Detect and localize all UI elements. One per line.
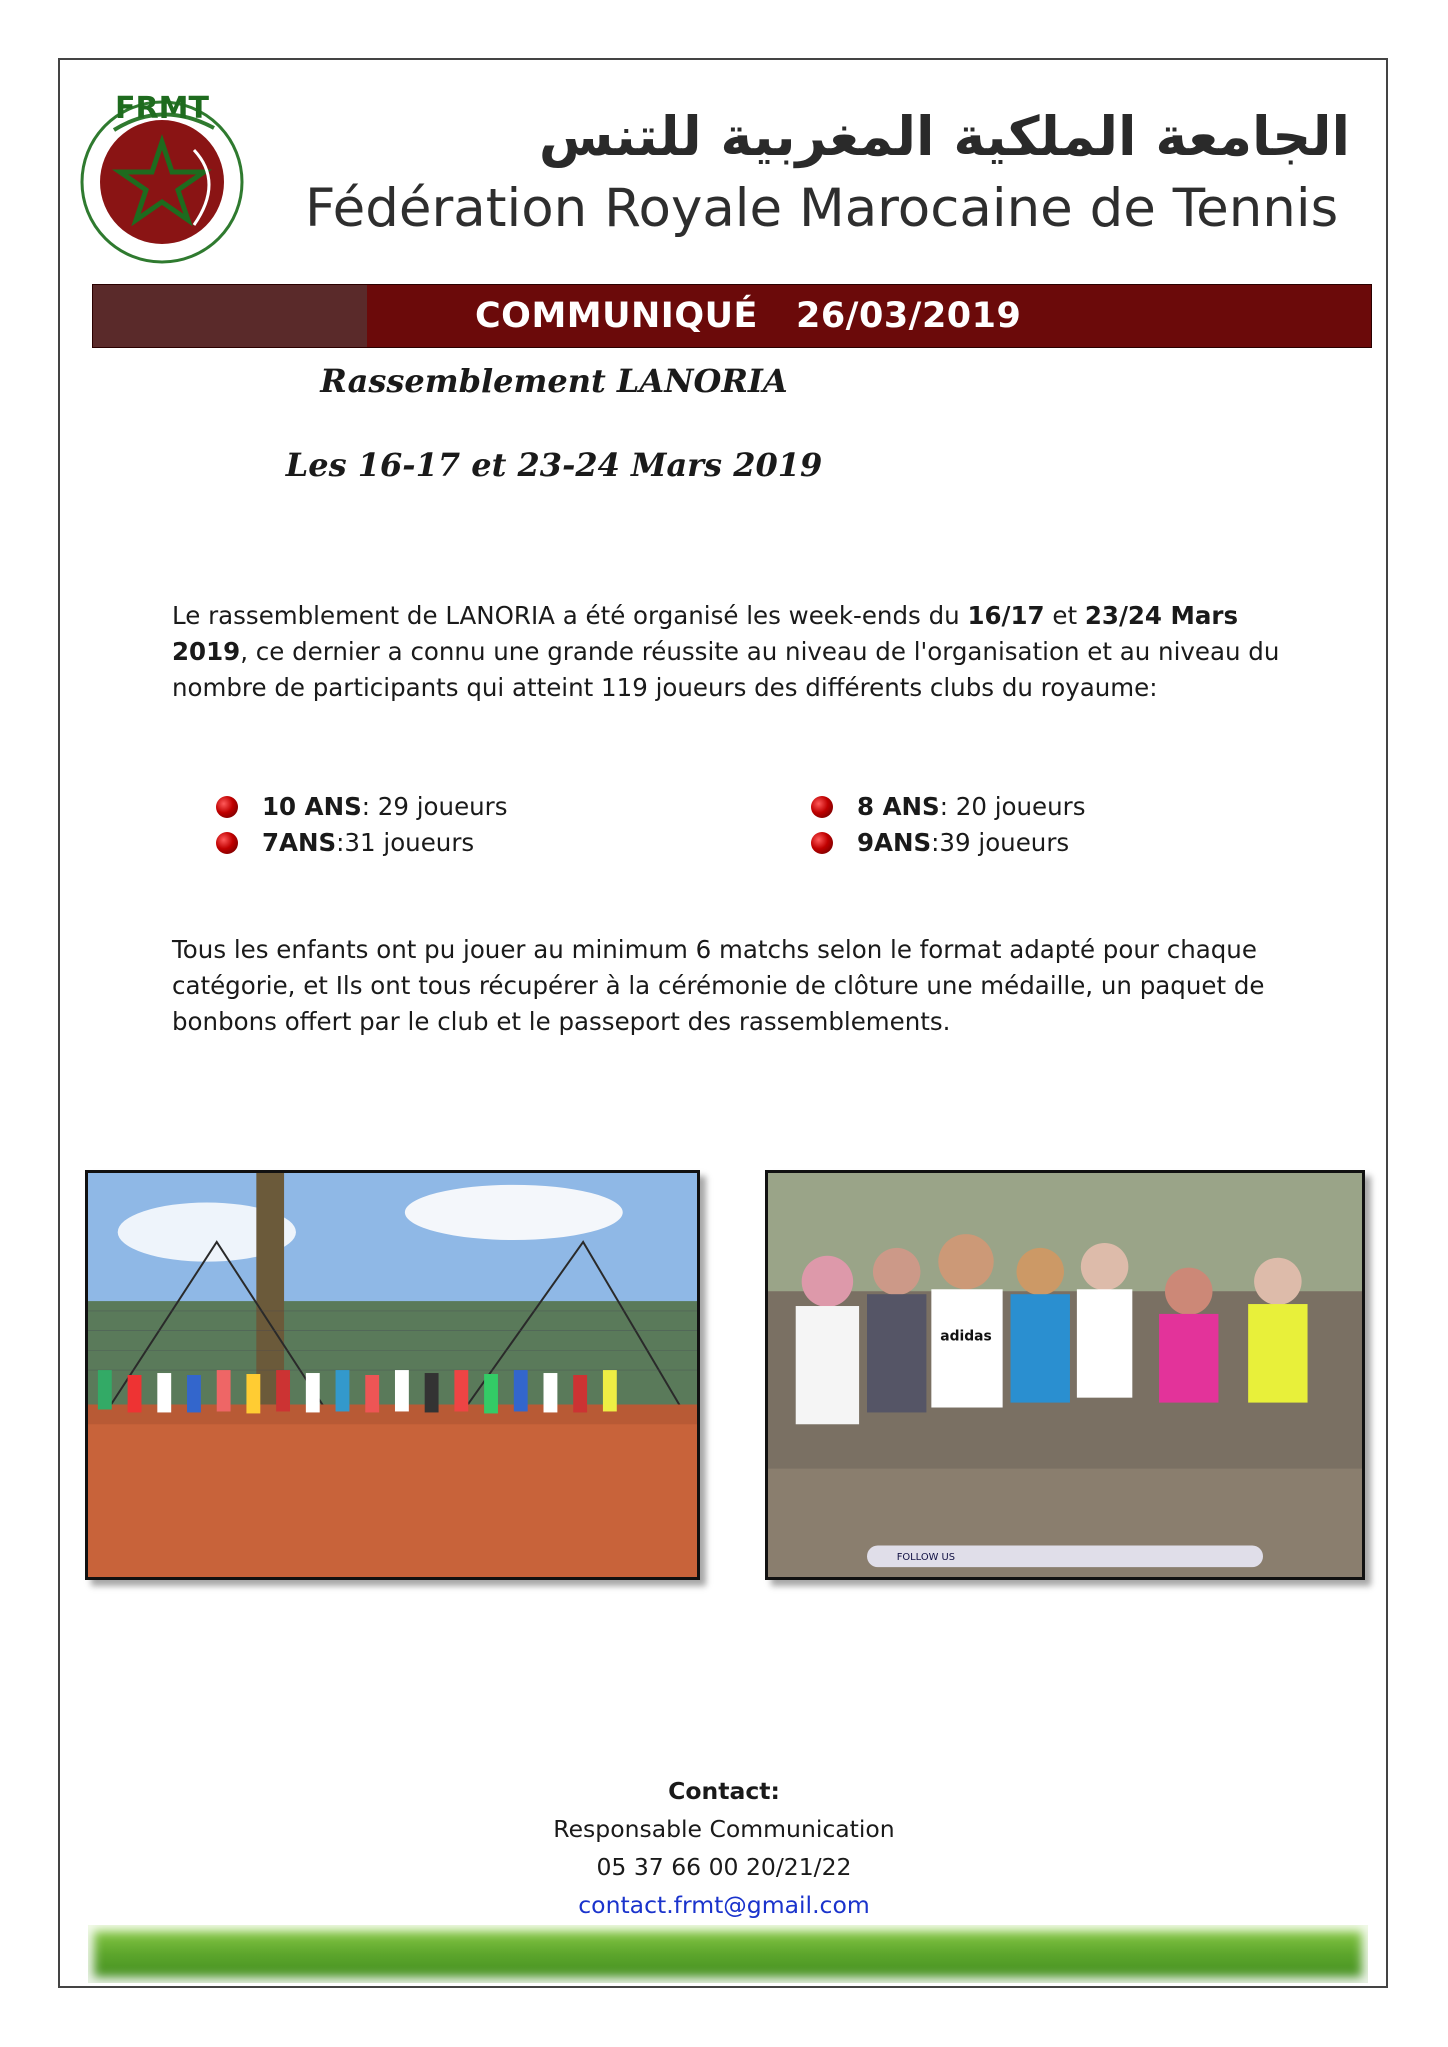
category-item bbox=[216, 828, 474, 857]
bullet-icon bbox=[216, 832, 238, 854]
category-label: 7ANS bbox=[262, 828, 337, 857]
intro-paragraph bbox=[172, 598, 1292, 706]
follow-us-text: FOLLOW US bbox=[896, 1552, 956, 1564]
event-title: Rassemblement LANORIA bbox=[320, 362, 788, 400]
communique-banner bbox=[92, 284, 1372, 348]
frmt-logo bbox=[74, 90, 250, 270]
category-item bbox=[811, 828, 1069, 857]
intro-text: Le rassemblement de LANORIA a été organisé les week-ends du bbox=[172, 601, 968, 630]
bullet-icon bbox=[216, 796, 238, 818]
date-1: 16/17 bbox=[967, 601, 1045, 630]
banner-left-block bbox=[93, 285, 367, 347]
intro-connector: et bbox=[1044, 601, 1085, 630]
shirt-logo-text: adidas bbox=[940, 1328, 992, 1345]
category-value: : 20 joueurs bbox=[939, 792, 1086, 821]
federation-title: Fédération Royale Marocaine de Tennis bbox=[305, 178, 1339, 239]
category-value: :31 joueurs bbox=[336, 828, 475, 857]
contact-role: Responsable Communication bbox=[553, 1815, 895, 1843]
closing-paragraph: Tous les enfants ont pu jouer au minimum 6 matchs selon le format adapté pour chaque catégorie, et Ils ont tous récupérer à la cérémonie de clôture une médaille, un paquet de bonbons offert par le club et le passeport des rassemblements. bbox=[172, 935, 1265, 1036]
category-label: 8 ANS bbox=[857, 792, 940, 821]
contact-phone: 05 37 66 00 20/21/22 bbox=[596, 1853, 852, 1881]
category-label: 9ANS bbox=[857, 828, 932, 857]
bullet-icon bbox=[811, 832, 833, 854]
date-2: 23/24 Mars 2019 bbox=[172, 601, 1239, 666]
event-dates: Les 16-17 et 23-24 Mars 2019 bbox=[285, 446, 823, 484]
logo-text: FRMT bbox=[115, 91, 209, 126]
kids-group-photo bbox=[765, 1170, 1365, 1580]
intro-rest: , ce dernier a connu une grande réussite au niveau de l'organisation et au niveau du nombre de participants qui atteint 119 joueurs des différents clubs du royaume: bbox=[172, 637, 1280, 702]
category-value: :39 joueurs bbox=[931, 828, 1070, 857]
contact-email-link[interactable]: contact.frmt@gmail.com bbox=[578, 1891, 870, 1919]
bullet-icon bbox=[811, 796, 833, 818]
category-item bbox=[216, 792, 508, 821]
grass-footer-strip bbox=[88, 1925, 1368, 1983]
arabic-title: الجامعة الملكية المغربية للتنس bbox=[538, 105, 1350, 168]
category-value: : 29 joueurs bbox=[361, 792, 508, 821]
banner-text: COMMUNIQUÉ 26/03/2019 bbox=[475, 296, 1022, 336]
category-item bbox=[811, 792, 1085, 821]
contact-heading: Contact: bbox=[668, 1777, 780, 1805]
category-label: 10 ANS bbox=[262, 792, 362, 821]
court-group-photo bbox=[85, 1170, 700, 1580]
